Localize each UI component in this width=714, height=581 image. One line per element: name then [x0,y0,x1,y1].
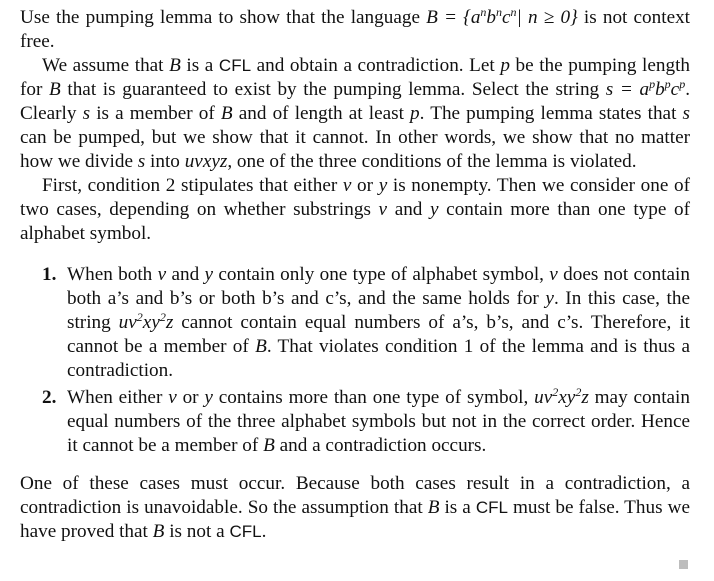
paragraph-assumption: We assume that B is a CFL and obtain a contradiction. Let p be the pumping length for B that is guaranteed to exist by the pumping lemma. Select the string $s = a^pb^pc^p$. Clearly s is a member of B and of length at least p. The pumping lemma states that s can be pumped, but we show that it cannot. In other words, we show that no matter how we divide s into uvxyz, one of the three conditions of the lemma is violated. [20,55,690,172]
text-span: Use the pumping lemma to show that the language [20,7,427,28]
case-list [20,263,690,458]
paragraph-cases-intro: First, condition 2 stipulates that either v or y is nonempty. Then we consider one of two cases, depending on whether substrings v and y contain more than one type of alphabet symbol. [20,175,690,244]
text-span: is not context free. [20,7,691,52]
language-definition: $B = \{a^nb^nc^n|$ n ≥ 0} [426,5,578,28]
chosen-string: $s = a^pb^pc^p$ [605,77,686,100]
pumped-string: $uv^2xy^2z$ [118,310,174,333]
case-number: 2. [42,387,57,408]
problem-statement [20,6,690,54]
case-number: 1. [42,264,57,285]
list-item-case-2: 2. When either v or y contains more than one type of symbol, $uv^2xy^2z$ may contain equal numbers of the three alphabet symbols but not in the correct order. Hence it cannot be a member of B and a contradiction occurs. [42,385,690,456]
qed-square-icon [679,560,688,569]
paragraph-conclusion: One of these cases must occur. Because both cases result in a contradiction, a contradiction is unavoidable. So the assumption that B is a CFL must be false. Thus we have proved that B is not a CFL. [20,473,690,542]
pumped-string: $uv^2xy^2z$ [534,385,589,408]
list-item-case-1: 1. When both v and y contain only one type of alphabet symbol, v does not contain both a’s and b’s or both b’s and c’s, and the same holds for y. In this case, the string $uv^2xy^2z$ cannot contain equal numbers of a’s, b’s, and c’s. Therefore, it cannot be a member of B. That violates condition 1 of the lemma and is thus a contradiction. [42,264,690,381]
